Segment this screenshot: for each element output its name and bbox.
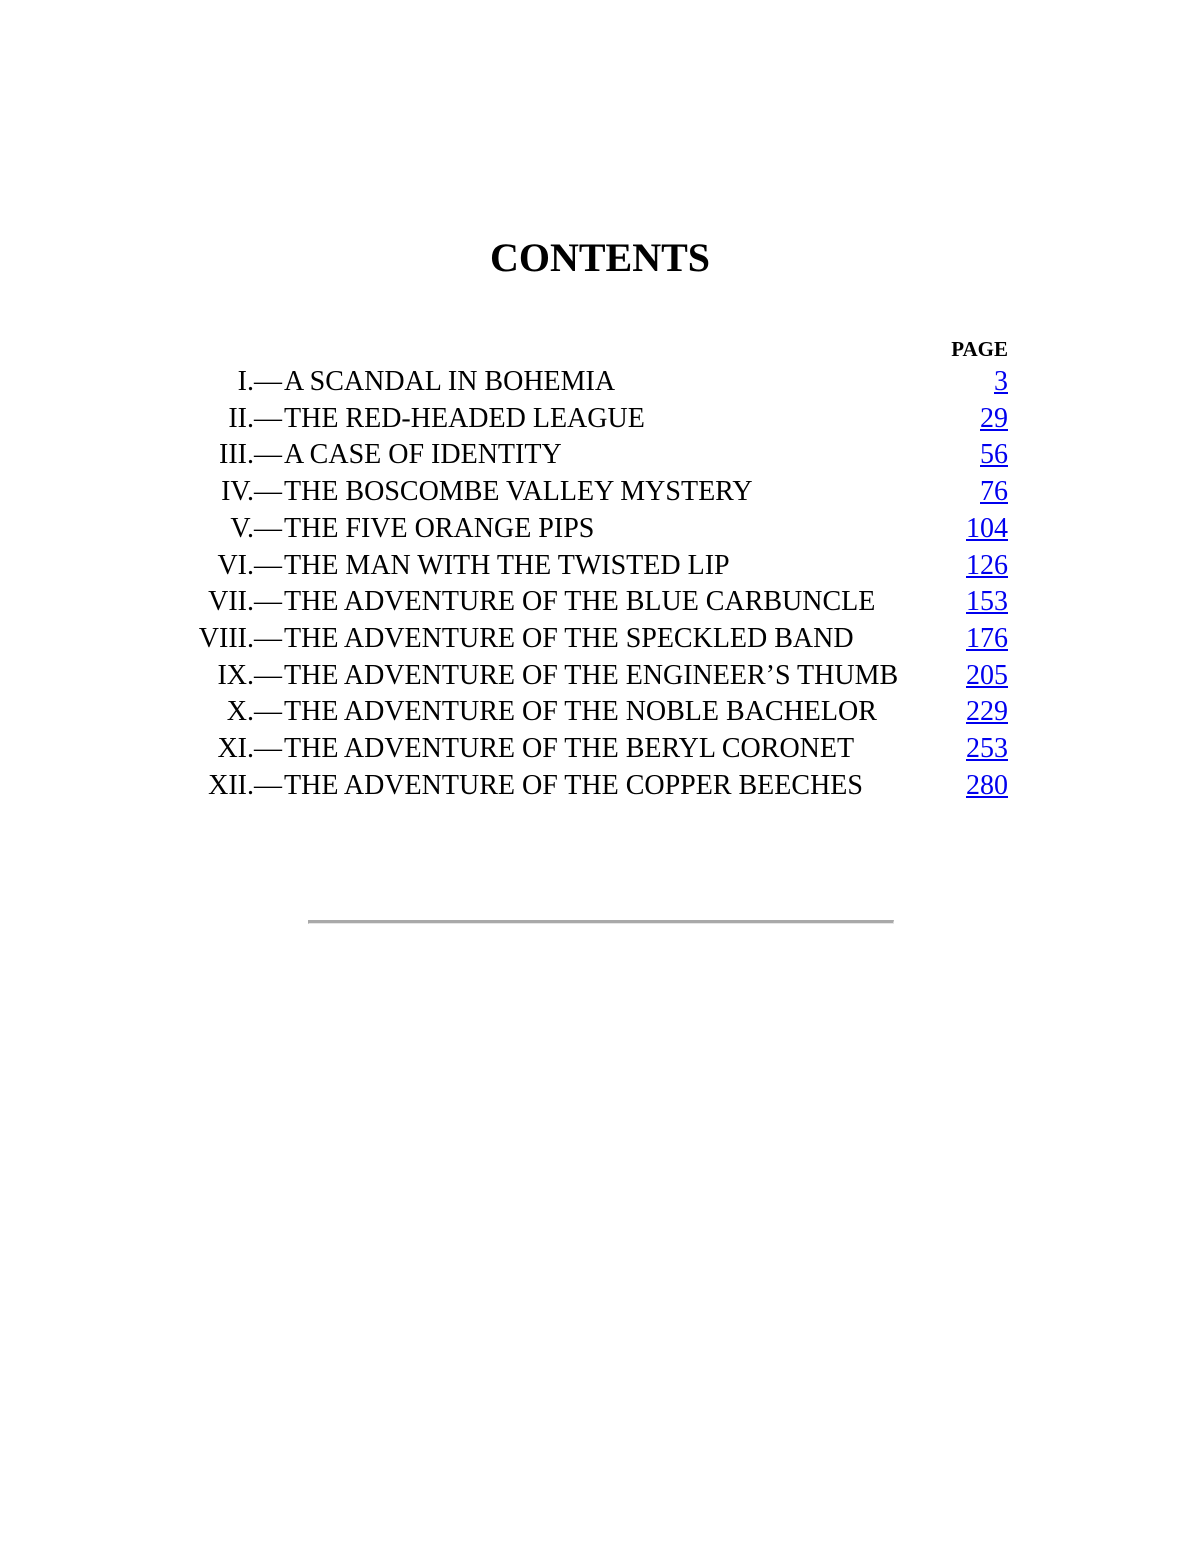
chapter-page-link[interactable]: 3	[994, 366, 1008, 397]
chapter-numeral: X.	[226, 696, 254, 728]
page-title: CONTENTS	[489, 235, 711, 280]
chapter-page-link[interactable]: 176	[966, 622, 1008, 654]
chapter-numeral: VIII.	[198, 622, 254, 654]
toc-entry-11	[190, 731, 1008, 768]
chapter-numeral: XII.	[208, 769, 254, 801]
chapter-page-link[interactable]: 280	[966, 769, 1008, 801]
chapter-separator: —	[254, 622, 282, 654]
chapter-separator: —	[254, 512, 282, 544]
chapter-separator: —	[254, 733, 282, 765]
toc-entry-7	[190, 584, 1008, 621]
chapter-title: THE BOSCOMBE VALLEY MYSTERY	[284, 476, 753, 508]
toc-entry-10	[190, 694, 1008, 731]
toc-entry-12	[190, 768, 1008, 805]
chapter-separator: —	[254, 476, 282, 508]
chapter-numeral: V.	[230, 512, 254, 544]
chapter-page-link[interactable]: 29	[980, 402, 1008, 434]
chapter-numeral: II.	[228, 402, 254, 434]
chapter-numeral: III.	[219, 439, 254, 471]
chapter-separator: —	[254, 549, 282, 581]
toc-header-row	[190, 334, 1008, 364]
chapter-separator: —	[254, 586, 282, 618]
chapter-page-link[interactable]: 253	[966, 733, 1008, 765]
chapter-numeral: VII.	[208, 586, 254, 618]
chapter-title: THE ADVENTURE OF THE BERYL CORONET	[284, 733, 855, 765]
chapter-title: THE ADVENTURE OF THE NOBLE BACHELOR	[284, 696, 877, 728]
chapter-separator: —	[254, 402, 282, 434]
toc-entry-6	[190, 548, 1008, 585]
chapter-title: A SCANDAL IN BOHEMIA	[284, 366, 616, 397]
chapter-numeral: IV.	[221, 476, 254, 508]
chapter-page-link[interactable]: 76	[980, 476, 1008, 508]
chapter-page-link[interactable]: 229	[966, 696, 1008, 728]
toc-entry-4	[190, 474, 1008, 511]
chapter-separator: —	[254, 439, 282, 471]
chapter-title: A CASE OF IDENTITY	[284, 439, 562, 471]
chapter-title: THE ADVENTURE OF THE ENGINEER’S THUMB	[284, 659, 899, 691]
toc-entry-9	[190, 658, 1008, 695]
toc-entry-8	[190, 621, 1008, 658]
chapter-separator: —	[254, 769, 282, 801]
chapter-title: THE ADVENTURE OF THE SPECKLED BAND	[284, 622, 854, 654]
toc-entry-3	[190, 437, 1008, 474]
chapter-numeral: I.	[237, 366, 254, 397]
chapter-page-link[interactable]: 205	[966, 659, 1008, 691]
page-column-header: PAGE	[951, 337, 1008, 361]
chapter-page-link[interactable]: 56	[980, 439, 1008, 471]
table-of-contents	[190, 334, 1008, 804]
chapter-page-link[interactable]: 126	[966, 549, 1008, 581]
toc-entry-2	[190, 401, 1008, 438]
chapter-numeral: XI.	[217, 733, 254, 765]
chapter-title: THE ADVENTURE OF THE COPPER BEECHES	[284, 769, 863, 801]
chapter-numeral: IX.	[217, 659, 254, 691]
chapter-page-link[interactable]: 104	[966, 512, 1008, 544]
chapter-title: THE MAN WITH THE TWISTED LIP	[284, 549, 730, 581]
toc-entry-1	[190, 364, 1008, 401]
chapter-page-link[interactable]: 153	[966, 586, 1008, 618]
toc-entry-5	[190, 511, 1008, 548]
chapter-numeral: VI.	[217, 549, 254, 581]
chapter-title: THE RED-HEADED LEAGUE	[284, 402, 645, 434]
chapter-title: THE ADVENTURE OF THE BLUE CARBUNCLE	[284, 586, 876, 618]
chapter-separator: —	[254, 366, 282, 397]
chapter-separator: —	[254, 696, 282, 728]
chapter-separator: —	[254, 659, 282, 691]
section-divider	[308, 920, 894, 924]
chapter-title: THE FIVE ORANGE PIPS	[284, 512, 595, 544]
